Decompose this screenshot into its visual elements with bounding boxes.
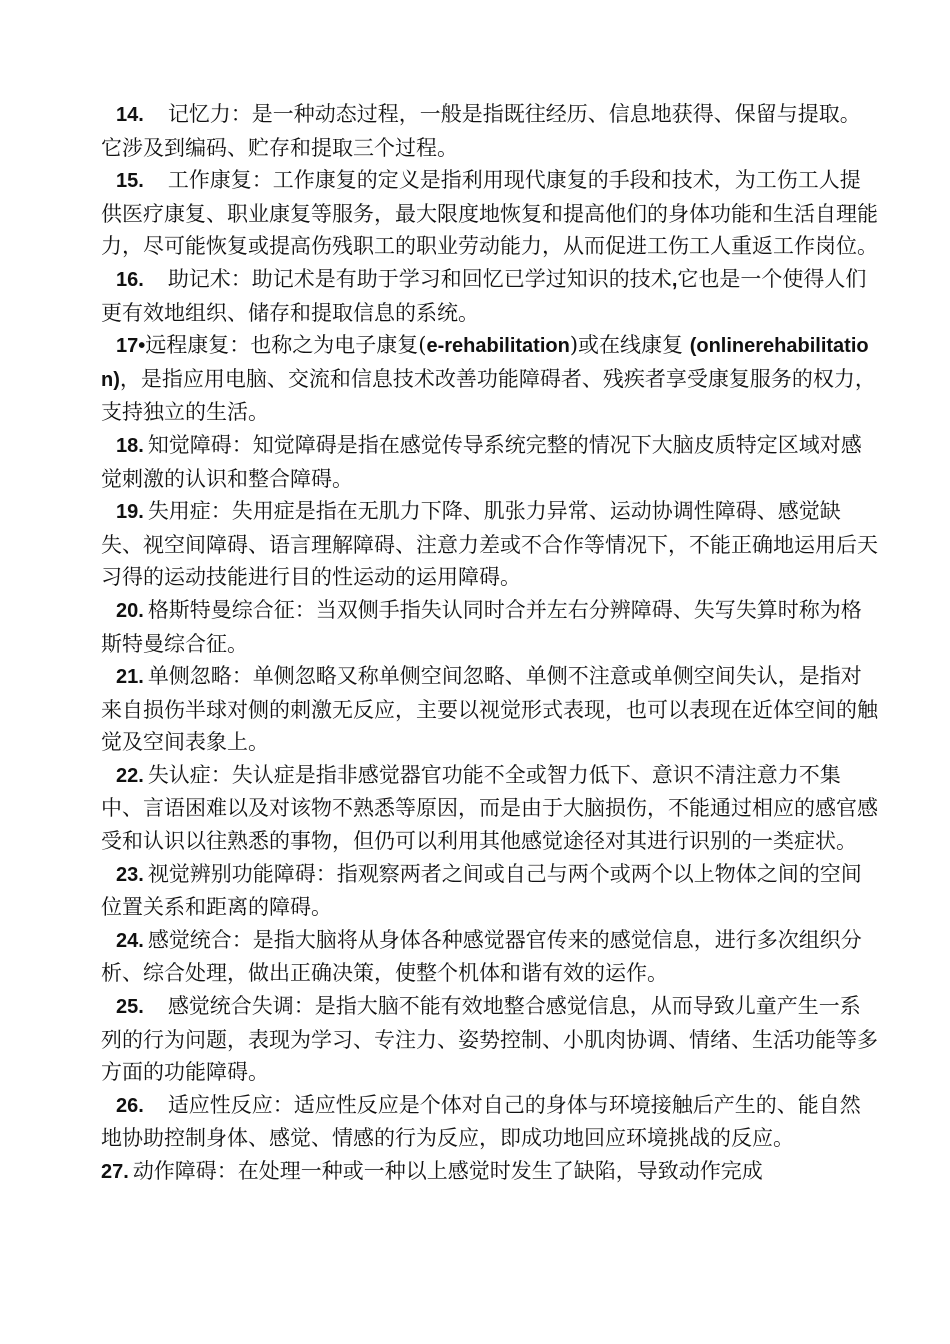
entry-text: 适应性反应：适应性反应是个体对自己的身体与环境接触后产生的、能自然地协助控制身体、感觉、情感的行为反应，即成功地回应环境挑战的反应。 — [101, 1092, 861, 1151]
entry-25 — [101, 990, 881, 1089]
entry-text: 助记术：助记术是有助于学习和回忆已学过知识的技术 — [167, 266, 672, 291]
entry-text: 失认症：失认症是指非感觉器官功能不全或智力低下、意识不清注意力不集中、言语困难以及对该物不熟悉等原因，而是由于大脑损伤，不能通过相应的感官感受和认识以往熟悉的事物，但仍可以利用其他感觉途径对其进行识别的一类症状。 — [101, 762, 878, 854]
entry-number: 26. — [116, 1094, 144, 1117]
entry-15 — [101, 164, 881, 263]
entry-number: 22. — [116, 764, 144, 787]
entry-text: ，是指应用电脑、交流和信息技术改善功能障碍者、残疾者享受康复服务的权力，支持独立的生活。 — [101, 366, 876, 425]
entry-21 — [101, 660, 881, 759]
entry-text: )或在线康复 — [569, 333, 684, 358]
entry-text: 记忆力：是一种动态过程，一般是指既往经历、信息地获得、保留与提取。它涉及到编码、贮存和提取三个过程。 — [101, 102, 861, 160]
entry-text: 单侧忽略：单侧忽略又称单侧空间忽略、单侧不注意或单侧空间失认，是指对来自损伤半球对侧的刺激无反应，主要以视觉形式表现，也可以表现在近体空间的触觉及空间表象上。 — [101, 664, 878, 755]
entry-27 — [101, 1155, 881, 1189]
entry-23 — [101, 858, 881, 924]
entry-number: 14. — [116, 104, 144, 126]
entry-latin-term: e-rehabilitation — [426, 335, 570, 358]
entry-26 — [101, 1089, 881, 1155]
entry-number: 24. — [116, 929, 144, 952]
entry-text: 失用症：失用症是指在无肌力下降、肌张力异常、运动协调性障碍、感觉缺失、视空间障碍、语言理解障碍、注意力差或不合作等情况下，不能正确地运用后天习得的运动技能进行目的性运动的运用障碍。 — [101, 499, 878, 590]
entry-22 — [101, 759, 881, 858]
entry-number: 17• — [116, 335, 146, 358]
entry-14 — [101, 98, 881, 164]
entry-18 — [101, 429, 881, 495]
entry-text: 格斯特曼综合征：当双侧手指失认同时合并左右分辨障碍、失写失算时称为格斯特曼综合征。 — [101, 597, 862, 656]
entry-number: 23. — [116, 863, 144, 886]
entry-number: 27. — [101, 1161, 129, 1183]
entry-number: 18. — [116, 434, 144, 457]
entry-20 — [101, 594, 881, 660]
entry-19 — [101, 495, 881, 594]
entry-text: 动作障碍：在处理一种或一种以上感觉时发生了缺陷，导致动作完成 — [132, 1159, 763, 1183]
entry-number: 16. — [116, 268, 144, 291]
entry-text: 工作康复：工作康复的定义是指利用现代康复的手段和技术，为工伤工人提供医疗康复、职业康复等服务，最大限度地恢复和提高他们的身体功能和生活自理能力，尽可能恢复或提高伤残职工的职业劳动能力，从而促进工伤工人重返工作岗位。 — [101, 168, 878, 259]
entry-16 — [101, 263, 881, 329]
entry-text: 知觉障碍：知觉障碍是指在感觉传导系统完整的情况下大脑皮质特定区域对感觉刺激的认识和整合障碍。 — [101, 432, 862, 491]
entry-number: 21. — [116, 666, 144, 689]
entry-text: 感觉统合：是指大脑将从身体各种感觉器官传来的感觉信息，进行多次组织分析、综合处理，做出正确决策，使整个机体和谐有效的运作。 — [101, 927, 862, 986]
entry-text: 感觉统合失调：是指大脑不能有效地整合感觉信息，从而导致儿童产生一系列的行为问题，表现为学习、专注力、姿势控制、小肌肉协调、情绪、生活功能等多方面的功能障碍。 — [101, 994, 878, 1085]
document-page — [101, 98, 881, 1189]
entry-text: 它也是一个使得人们更有效地组织、储存和提取信息的系统。 — [101, 266, 867, 325]
entry-text: 视觉辨别功能障碍：指观察两者之间或自己与两个或两个以上物体之间的空间位置关系和距离的障碍。 — [101, 861, 862, 920]
entry-latin-term: (onlinerehabilitation) — [101, 335, 869, 391]
entry-number: 20. — [116, 599, 144, 622]
entry-number: 25. — [116, 996, 144, 1019]
entry-comma: , — [671, 268, 678, 291]
entry-text: 远程康复：也称之为电子康复( — [145, 333, 427, 358]
entry-number: 19. — [116, 501, 144, 524]
entry-17 — [101, 329, 881, 429]
entry-24 — [101, 924, 881, 990]
entry-number: 15. — [116, 170, 144, 193]
